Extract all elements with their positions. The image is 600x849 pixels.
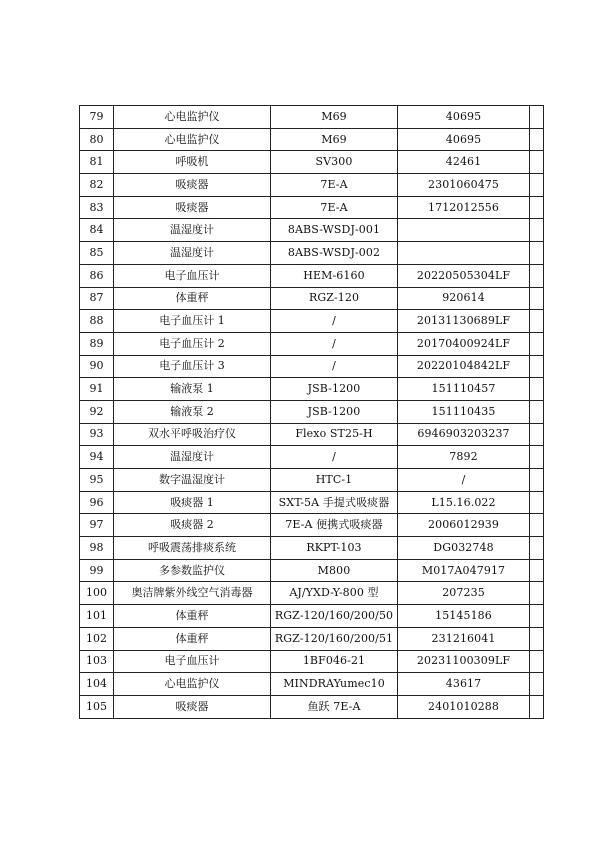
table-row xyxy=(80,378,544,401)
cell-model: 1BF046-21 xyxy=(271,650,398,673)
cell-device-name: 心电监护仪 xyxy=(114,128,271,151)
cell-note xyxy=(530,423,544,446)
cell-note xyxy=(530,400,544,423)
cell-model: / xyxy=(271,310,398,333)
cell-note xyxy=(530,627,544,650)
table-row xyxy=(80,355,544,378)
cell-serial-number: 231216041 xyxy=(398,627,530,650)
cell-serial-number: 43617 xyxy=(398,673,530,696)
cell-model: RGZ-120 xyxy=(271,287,398,310)
table-row xyxy=(80,219,544,242)
cell-note xyxy=(530,128,544,151)
cell-device-name: 吸痰器 1 xyxy=(114,491,271,514)
cell-serial-number: 42461 xyxy=(398,151,530,174)
cell-note xyxy=(530,378,544,401)
cell-serial-number: 1712012556 xyxy=(398,196,530,219)
cell-model: M69 xyxy=(271,106,398,129)
cell-note xyxy=(530,332,544,355)
cell-number: 99 xyxy=(80,559,114,582)
cell-note xyxy=(530,446,544,469)
table-row xyxy=(80,582,544,605)
cell-device-name: 电子血压计 xyxy=(114,650,271,673)
cell-serial-number: 6946903203237 xyxy=(398,423,530,446)
table-row xyxy=(80,151,544,174)
cell-model: RKPT-103 xyxy=(271,537,398,560)
table-row xyxy=(80,605,544,628)
cell-number: 104 xyxy=(80,673,114,696)
table-row xyxy=(80,106,544,129)
cell-note xyxy=(530,514,544,537)
cell-serial-number: DG032748 xyxy=(398,537,530,560)
cell-serial-number: 920614 xyxy=(398,287,530,310)
table-row xyxy=(80,514,544,537)
cell-serial-number: 20220505304LF xyxy=(398,264,530,287)
table-row xyxy=(80,196,544,219)
table-row xyxy=(80,469,544,492)
cell-number: 81 xyxy=(80,151,114,174)
cell-serial-number: 207235 xyxy=(398,582,530,605)
cell-model: SXT-5A 手提式吸痰器 xyxy=(271,491,398,514)
cell-note xyxy=(530,242,544,265)
cell-model: AJ/YXD-Y-800 型 xyxy=(271,582,398,605)
cell-note xyxy=(530,355,544,378)
cell-device-name: 输液泵 1 xyxy=(114,378,271,401)
cell-model: RGZ-120/160/200/50 xyxy=(271,605,398,628)
equipment-table xyxy=(79,105,544,719)
cell-device-name: 吸痰器 xyxy=(114,174,271,197)
cell-device-name: 呼吸机 xyxy=(114,151,271,174)
cell-model: 7E-A 便携式吸痰器 xyxy=(271,514,398,537)
cell-device-name: 数字温湿度计 xyxy=(114,469,271,492)
cell-device-name: 电子血压计 2 xyxy=(114,332,271,355)
equipment-table-container xyxy=(79,105,543,719)
table-row xyxy=(80,400,544,423)
cell-note xyxy=(530,287,544,310)
cell-number: 83 xyxy=(80,196,114,219)
cell-number: 86 xyxy=(80,264,114,287)
cell-model: HEM-6160 xyxy=(271,264,398,287)
cell-device-name: 温湿度计 xyxy=(114,219,271,242)
table-row xyxy=(80,695,544,718)
cell-serial-number: M017A047917 xyxy=(398,559,530,582)
cell-serial-number: 2401010288 xyxy=(398,695,530,718)
cell-number: 94 xyxy=(80,446,114,469)
cell-device-name: 奥洁牌紫外线空气消毒器 xyxy=(114,582,271,605)
table-row xyxy=(80,242,544,265)
cell-number: 92 xyxy=(80,400,114,423)
cell-note xyxy=(530,469,544,492)
table-row xyxy=(80,627,544,650)
cell-device-name: 温湿度计 xyxy=(114,446,271,469)
cell-note xyxy=(530,151,544,174)
cell-device-name: 心电监护仪 xyxy=(114,106,271,129)
cell-serial-number: / xyxy=(398,469,530,492)
cell-serial-number: 20220104842LF xyxy=(398,355,530,378)
cell-number: 85 xyxy=(80,242,114,265)
cell-number: 88 xyxy=(80,310,114,333)
table-row xyxy=(80,537,544,560)
cell-number: 79 xyxy=(80,106,114,129)
cell-device-name: 多参数监护仪 xyxy=(114,559,271,582)
cell-device-name: 温湿度计 xyxy=(114,242,271,265)
cell-note xyxy=(530,491,544,514)
cell-number: 84 xyxy=(80,219,114,242)
cell-model: MINDRAYumec10 xyxy=(271,673,398,696)
cell-number: 103 xyxy=(80,650,114,673)
cell-device-name: 电子血压计 3 xyxy=(114,355,271,378)
cell-model: / xyxy=(271,355,398,378)
cell-number: 89 xyxy=(80,332,114,355)
cell-device-name: 体重秤 xyxy=(114,605,271,628)
cell-number: 90 xyxy=(80,355,114,378)
cell-number: 87 xyxy=(80,287,114,310)
cell-model: SV300 xyxy=(271,151,398,174)
cell-number: 101 xyxy=(80,605,114,628)
cell-note xyxy=(530,605,544,628)
cell-serial-number: 2301060475 xyxy=(398,174,530,197)
cell-device-name: 体重秤 xyxy=(114,287,271,310)
cell-serial-number xyxy=(398,242,530,265)
cell-number: 91 xyxy=(80,378,114,401)
cell-note xyxy=(530,219,544,242)
cell-model: Flexo ST25-H xyxy=(271,423,398,446)
cell-number: 95 xyxy=(80,469,114,492)
table-row xyxy=(80,287,544,310)
table-row xyxy=(80,491,544,514)
cell-number: 93 xyxy=(80,423,114,446)
cell-model: JSB-1200 xyxy=(271,378,398,401)
table-row xyxy=(80,446,544,469)
cell-model: HTC-1 xyxy=(271,469,398,492)
table-row xyxy=(80,264,544,287)
cell-note xyxy=(530,196,544,219)
cell-note xyxy=(530,650,544,673)
table-row xyxy=(80,310,544,333)
cell-model: RGZ-120/160/200/51 xyxy=(271,627,398,650)
cell-model: M800 xyxy=(271,559,398,582)
cell-number: 105 xyxy=(80,695,114,718)
cell-note xyxy=(530,106,544,129)
table-row xyxy=(80,423,544,446)
cell-model: 8ABS-WSDJ-002 xyxy=(271,242,398,265)
cell-device-name: 电子血压计 1 xyxy=(114,310,271,333)
cell-model: 7E-A xyxy=(271,196,398,219)
cell-note xyxy=(530,559,544,582)
table-row xyxy=(80,332,544,355)
cell-serial-number: 40695 xyxy=(398,128,530,151)
table-row xyxy=(80,128,544,151)
cell-device-name: 心电监护仪 xyxy=(114,673,271,696)
cell-device-name: 电子血压计 xyxy=(114,264,271,287)
cell-model: / xyxy=(271,446,398,469)
cell-serial-number: 15145186 xyxy=(398,605,530,628)
cell-device-name: 吸痰器 xyxy=(114,196,271,219)
cell-device-name: 吸痰器 2 xyxy=(114,514,271,537)
cell-model: JSB-1200 xyxy=(271,400,398,423)
cell-note xyxy=(530,174,544,197)
cell-number: 98 xyxy=(80,537,114,560)
cell-device-name: 体重秤 xyxy=(114,627,271,650)
cell-serial-number: 7892 xyxy=(398,446,530,469)
cell-number: 80 xyxy=(80,128,114,151)
cell-serial-number: 2006012939 xyxy=(398,514,530,537)
cell-serial-number: 20131130689LF xyxy=(398,310,530,333)
cell-note xyxy=(530,310,544,333)
cell-serial-number xyxy=(398,219,530,242)
cell-model: 8ABS-WSDJ-001 xyxy=(271,219,398,242)
cell-serial-number: 151110435 xyxy=(398,400,530,423)
cell-serial-number: 20170400924LF xyxy=(398,332,530,355)
cell-serial-number: 40695 xyxy=(398,106,530,129)
cell-number: 102 xyxy=(80,627,114,650)
cell-device-name: 双水平呼吸治疗仪 xyxy=(114,423,271,446)
cell-device-name: 呼吸震荡排痰系统 xyxy=(114,537,271,560)
cell-model: M69 xyxy=(271,128,398,151)
table-row xyxy=(80,650,544,673)
cell-serial-number: L15.16.022 xyxy=(398,491,530,514)
cell-note xyxy=(530,582,544,605)
cell-serial-number: 151110457 xyxy=(398,378,530,401)
table-body xyxy=(80,106,544,719)
cell-number: 82 xyxy=(80,174,114,197)
table-row xyxy=(80,673,544,696)
cell-device-name: 吸痰器 xyxy=(114,695,271,718)
table-row xyxy=(80,559,544,582)
cell-serial-number: 20231100309LF xyxy=(398,650,530,673)
cell-number: 100 xyxy=(80,582,114,605)
cell-note xyxy=(530,264,544,287)
table-row xyxy=(80,174,544,197)
cell-model: 鱼跃 7E-A xyxy=(271,695,398,718)
cell-number: 96 xyxy=(80,491,114,514)
cell-model: 7E-A xyxy=(271,174,398,197)
cell-note xyxy=(530,537,544,560)
cell-model: / xyxy=(271,332,398,355)
cell-note xyxy=(530,695,544,718)
cell-device-name: 输液泵 2 xyxy=(114,400,271,423)
cell-number: 97 xyxy=(80,514,114,537)
cell-note xyxy=(530,673,544,696)
